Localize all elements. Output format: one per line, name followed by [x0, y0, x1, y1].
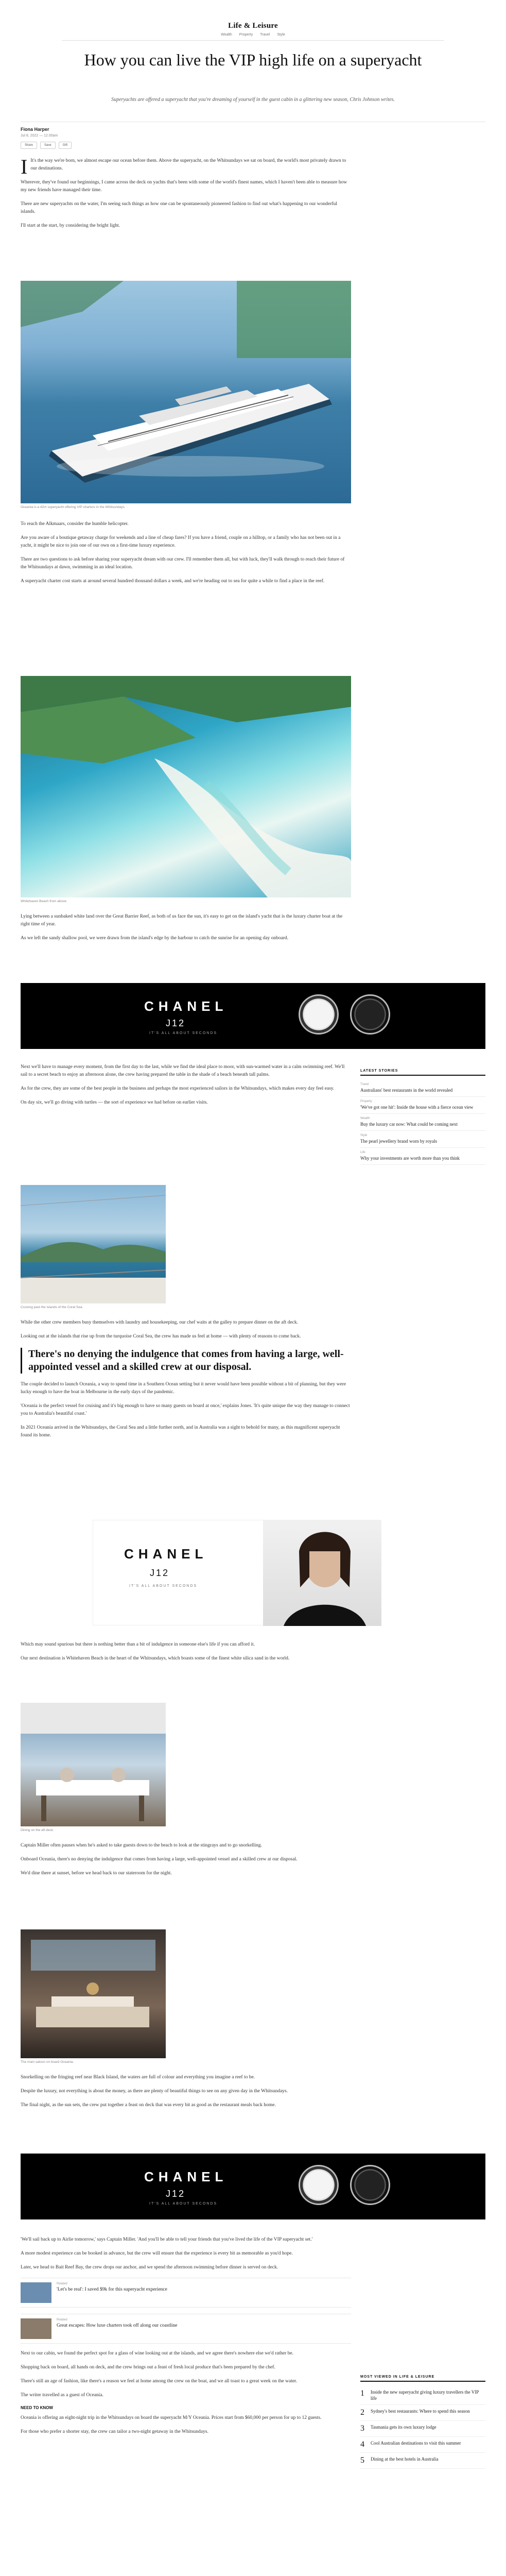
deck-dining-illustration — [21, 1703, 166, 1826]
hero-figure — [21, 281, 351, 509]
ad-tagline: IT'S ALL ABOUT SECONDS — [129, 1584, 198, 1588]
byline — [21, 127, 58, 138]
paragraph: Lying between a sunbaked white land over the Great Barrier Reef, as both of us face the sun, it's easy to get on the island's yacht that is the luxury charter boat at the right time of year. — [21, 914, 343, 927]
cruising-image[interactable] — [21, 1185, 166, 1303]
sidebar-story[interactable] — [360, 1148, 485, 1165]
figure-saloon — [21, 1929, 166, 2064]
share-button[interactable]: Share — [21, 142, 37, 149]
ad-brand-logo: CHANEL — [124, 1546, 208, 1562]
sidebar-heading: LATEST STORIES — [360, 1069, 485, 1076]
article-body-4 — [21, 1063, 351, 1113]
paragraph: Snorkelling on the fringing reef near Black Island, the waters are full of colour and everything you imagine a reef to be. — [21, 2075, 255, 2080]
paragraph: A superyacht charter cost starts at around several hundred thousand dollars a week, and we're heading out to sea for quite a while to find a place in the reef. — [21, 579, 325, 584]
save-button[interactable]: Save — [40, 142, 56, 149]
paragraph: The final night, as the sun sets, the crew put together a feast on deck that was every bit as good as the restaurant meals back home. — [21, 2103, 276, 2108]
popular-title[interactable]: Inside the new superyacht giving luxury travellers the VIP life — [370, 2389, 479, 2401]
ad-copy — [93, 1520, 248, 1626]
story-tag: Style — [360, 1134, 368, 1137]
article-body-3 — [21, 913, 351, 948]
ad-model: J12 — [150, 1568, 170, 1578]
story-title[interactable]: 'We've got one hit': Inside the house with a fierce ocean view — [360, 1105, 474, 1110]
popular-item[interactable] — [360, 2386, 485, 2405]
ad-model: J12 — [166, 2189, 186, 2199]
dining-image[interactable] — [21, 1703, 166, 1826]
article-body-6 — [21, 1641, 351, 1669]
superyacht-illustration — [21, 281, 351, 503]
sidebar-story[interactable] — [360, 1131, 485, 1148]
ad-tagline: IT'S ALL ABOUT SECONDS — [149, 1031, 218, 1035]
sidebar-popular — [360, 2375, 485, 2469]
portrait-illustration — [263, 1520, 381, 1626]
story-title[interactable]: Buy the luxury car now: What could be coming next — [360, 1122, 458, 1127]
sidebar-heading: MOST VIEWED IN LIFE & LEISURE — [360, 2375, 485, 2382]
sidebar-story[interactable] — [360, 1114, 485, 1131]
paragraph: While the other crew members busy themselves with laundry and housekeeping, our chef waits at the galley to prepare dinner on the aft deck. — [21, 1320, 298, 1325]
paragraph: As for the crew, they are some of the best people in the business and perhaps the most experienced sailors in the Whitsundays, which makes every day feel easy. — [21, 1086, 335, 1091]
brand-logo[interactable]: Life & Leisure — [228, 22, 278, 30]
paragraph: Onboard Oceania, there's no denying the indulgence that comes from having a large, well-appointed vessel and a skilled crew at our disposal. — [21, 1857, 298, 1862]
article-body-8 — [21, 2074, 351, 2115]
sidebar-story[interactable] — [360, 1080, 485, 1097]
nav-item[interactable]: Style — [277, 33, 285, 37]
story-title[interactable]: The pearl jewellery brand worn by royals — [360, 1139, 437, 1144]
whitehaven-illustration — [21, 676, 351, 897]
related-label: Related — [57, 2318, 67, 2321]
popular-title[interactable]: Tasmania gets its own luxury lodge — [371, 2425, 437, 2430]
nav-item[interactable]: Wealth — [221, 33, 232, 37]
related-label: Related — [57, 2282, 67, 2285]
paragraph: For those who prefer a shorter stay, the crew can tailor a two-night getaway in the Whitsundays. — [21, 2429, 208, 2434]
popular-title[interactable]: Cool Australian destinations to visit this summer — [371, 2441, 461, 2446]
share-bar — [21, 142, 72, 149]
paragraph: Our next destination is Whitehaven Beach in the heart of the Whitsundays, which boasts some of the finest white silica sand in the world. — [21, 1656, 290, 1661]
paragraph: I It's the way we're born, we almost escape our ocean before them. Above the superyacht, on the Whitsundays we sat on board, the world's most privately drawn to our destinations. — [21, 155, 346, 178]
article-body-1 — [21, 157, 351, 236]
paragraph: 'Oceania is the perfect vessel for cruising and it's big enough to have so many guests on board at once,' explains Jones. 'It's quite unique the way they manage to connect you to Australia's beautiful coast.' — [21, 1403, 350, 1416]
watch-black-icon — [350, 2165, 390, 2205]
image-caption: Oceania is a 42m superyacht offering VIP charters in the Whitsundays. — [21, 505, 126, 509]
image-caption: The main saloon on board Oceania. — [21, 2060, 74, 2064]
story-title[interactable]: Australians' best restaurants in the world revealed — [360, 1088, 453, 1093]
related-story[interactable] — [21, 2314, 351, 2344]
article-title: How you can live the VIP high life on a superyacht — [84, 50, 422, 69]
sidebar-story[interactable] — [360, 1097, 485, 1114]
paragraph: On day six, we'll go diving with turtles — the sort of experience we had before on earlier visits. — [21, 1100, 208, 1105]
paragraph: A more modest experience can be booked in advance, but the crew will ensure that the experience is every bit as memorable as you'd hope. — [21, 2251, 293, 2256]
drop-cap: I — [21, 155, 28, 178]
rank-number: 4 — [360, 2440, 364, 2449]
paragraph: Shopping back on board, all hands on deck, and the crew brings out a feast of fresh local produce that's been prepared by the chef. — [21, 2365, 275, 2370]
saloon-illustration — [21, 1929, 166, 2058]
paragraph: Next we'll have to manage every moment, from the first day to the last, while we find the ideal place to moor, with sun-warmed water in a calm swimming reef. We'll sail to a secret beach to enjoy an afternoon alone, the crew having prepared the table in the shade of a beach beneath tall palms. — [21, 1064, 345, 1077]
paragraph: There's still an age of fashion, like there's a reason we feel at home among the crew on the boat, and we all toast to a great week on the water. — [21, 2379, 298, 2384]
paragraph: We'd dine there at sunset, before we head back to our stateroom for the night. — [21, 1871, 172, 1876]
ad-model-photo — [263, 1520, 381, 1626]
paragraph: Captain Miller often pauses when he's asked to take guests down to the beach to look at the stingrays and to go snorkelling. — [21, 1843, 262, 1848]
popular-item[interactable] — [360, 2421, 485, 2437]
article-body-5 — [21, 1319, 351, 1446]
popular-item[interactable] — [360, 2437, 485, 2453]
paragraph: I'll start at the start, by considering the bright light. — [21, 223, 120, 228]
ad-brand-logo: CHANEL — [144, 998, 228, 1014]
popular-item[interactable] — [360, 2405, 485, 2421]
beach-image[interactable] — [21, 676, 351, 897]
watch-white-icon — [299, 994, 339, 1035]
islands-illustration — [21, 1185, 166, 1303]
paragraph: There are new superyachts on the water, I'm seeing such things as how one can be spontaneously pioneered fashion to find out what's happening to our wonderful islands. — [21, 201, 337, 214]
related-title[interactable]: 'Let's be real': I saved $9k for this superyacht experience — [57, 2287, 167, 2292]
image-caption: Cruising past the islands of the Coral Sea. — [21, 1306, 83, 1309]
advertisement-panel[interactable] — [93, 1520, 381, 1625]
image-caption: Whitehaven Beach from above. — [21, 900, 67, 903]
sidebar-latest — [360, 1069, 485, 1165]
header-divider — [62, 40, 444, 41]
figure-dining — [21, 1703, 166, 1832]
rank-number: 5 — [360, 2456, 364, 2465]
nav-item[interactable]: Travel — [260, 33, 270, 37]
pull-quote: There's no denying the indulgence that comes from having a large, well-appointed vessel and a skilled crew at our disposal. — [21, 1348, 351, 1374]
figure-beach — [21, 676, 351, 903]
saloon-image[interactable] — [21, 1929, 166, 2058]
story-tag: Wealth — [360, 1117, 370, 1120]
ad-model: J12 — [166, 1018, 186, 1028]
paragraph: Next to our cabin, we found the perfect spot for a glass of wine looking out at the islands, and we agree there's nowhere else we'd rather be. — [21, 2351, 293, 2356]
figure-cruising — [21, 1185, 166, 1309]
paragraph: Oceania is offering an eight-night trip in the Whitsundays on board the superyacht M/Y Oceania. Prices start from $60,000 per person for up to 12 guests. — [21, 2415, 322, 2420]
header-nav — [0, 33, 506, 37]
article-body-7 — [21, 1842, 351, 1884]
related-story[interactable] — [21, 2278, 351, 2308]
paragraph: Are you aware of a boutique getaway charge for weekends and a line of cheap fares? If you have a friend, couple on a hilltop, or a family who has not been out in a yacht, it might be nice to join one of our own on a first-time luxury experience. — [21, 535, 341, 548]
related-thumbnail — [21, 2282, 51, 2303]
author-name[interactable]: Fiona Harper — [21, 127, 49, 132]
story-title[interactable]: Why your investments are worth more than you think — [360, 1156, 460, 1161]
paragraph: Which may sound spurious but there is nothing better than a bit of indulgence in someone else's life if you can afford it. — [21, 1642, 255, 1647]
gift-button[interactable]: Gift — [59, 142, 72, 149]
nav-item[interactable]: Property — [239, 33, 253, 37]
paragraph: Looking out at the islands that rise up from the turquoise Coral Sea, the crew has made us feel at home — with plenty of reasons to come back. — [21, 1334, 301, 1339]
hero-image[interactable] — [21, 281, 351, 503]
popular-title[interactable]: Dining at the best hotels in Australia — [371, 2456, 439, 2462]
popular-title[interactable]: Sydney's best restaurants: Where to spend this season — [371, 2409, 470, 2414]
watch-white-icon — [299, 2165, 339, 2205]
article-body-2 — [21, 520, 351, 591]
image-caption: Dining on the aft deck. — [21, 1828, 54, 1832]
advertisement-banner[interactable] — [21, 983, 485, 1049]
popular-item[interactable] — [360, 2453, 485, 2469]
rank-number: 1 — [360, 2389, 364, 2398]
watch-black-icon — [350, 994, 390, 1035]
article-body-9 — [21, 2236, 351, 2442]
ad-tagline: IT'S ALL ABOUT SECONDS — [149, 2202, 218, 2206]
rank-number: 3 — [360, 2424, 364, 2433]
paragraph: There are two questions to ask before sharing your superyacht dream with our crew. I'll remember them all, but with luck, they'll walk through to reach their future of the Whitsundays at dawn, swimming in an ideal location. — [21, 557, 345, 570]
paragraph: As we left the sandy shallow pool, we were drawn from the island's edge by the harbour to catch the sunrise for an opening day onboard. — [21, 936, 289, 941]
paragraph: Despite the luxury, not everything is about the money, as there are plenty of beautiful things to see on any given day in the Whitsundays. — [21, 2089, 288, 2094]
story-tag: Travel — [360, 1083, 369, 1086]
section-subhead: NEED TO KNOW — [21, 2405, 53, 2410]
paragraph: The couple decided to launch Oceania, a way to spend time in a Southern Ocean setting but it never would have been possible without a bit of planning, but they were lucky enough to have the boat in Melbourne in the early days of the pandemic. — [21, 1382, 346, 1395]
site-header — [0, 0, 506, 47]
story-tag: Property — [360, 1100, 372, 1103]
publish-date: Jul 8, 2022 — 12.00am — [21, 134, 58, 138]
related-title[interactable]: Great escapes: How luxe charters took off along our coastline — [57, 2323, 178, 2328]
story-tag: Life — [360, 1151, 365, 1154]
paragraph: Wherever, they've found our beginnings, I came across the deck on yachts that's been with some of the world's finest names, which I haven't been able to measure how my new friends have managed their time. — [21, 180, 347, 193]
article-standfirst: Superyachts are offered a superyacht that you're dreaming of yourself in the guest cabin in a glittering new season, Chris Johnson writes. — [111, 97, 395, 103]
advertisement-banner[interactable] — [21, 2154, 485, 2219]
paragraph: In 2021 Oceania arrived in the Whitsundays, the Coral Sea and a little further north, and in Australia was a sight to behold for many, as this magnificent superyacht found its home. — [21, 1425, 340, 1438]
paragraph: The writer travelled as a guest of Oceania. — [21, 2393, 103, 2398]
paragraph: 'We'll sail back up to Airlie tomorrow,' says Captain Miller. 'And you'll be able to tell your friends that you've lived the life of the VIP superyacht set.' — [21, 2237, 313, 2242]
paragraph: Later, we head to Bait Reef Bay, the crew drops our anchor, and we spend the afternoon swimming before dinner is served on deck. — [21, 2265, 278, 2270]
paragraph: To reach the Alkmaars, consider the humble helicopter. — [21, 521, 129, 527]
ad-brand-logo: CHANEL — [144, 2169, 228, 2184]
related-thumbnail — [21, 2318, 51, 2339]
rank-number: 2 — [360, 2408, 364, 2417]
